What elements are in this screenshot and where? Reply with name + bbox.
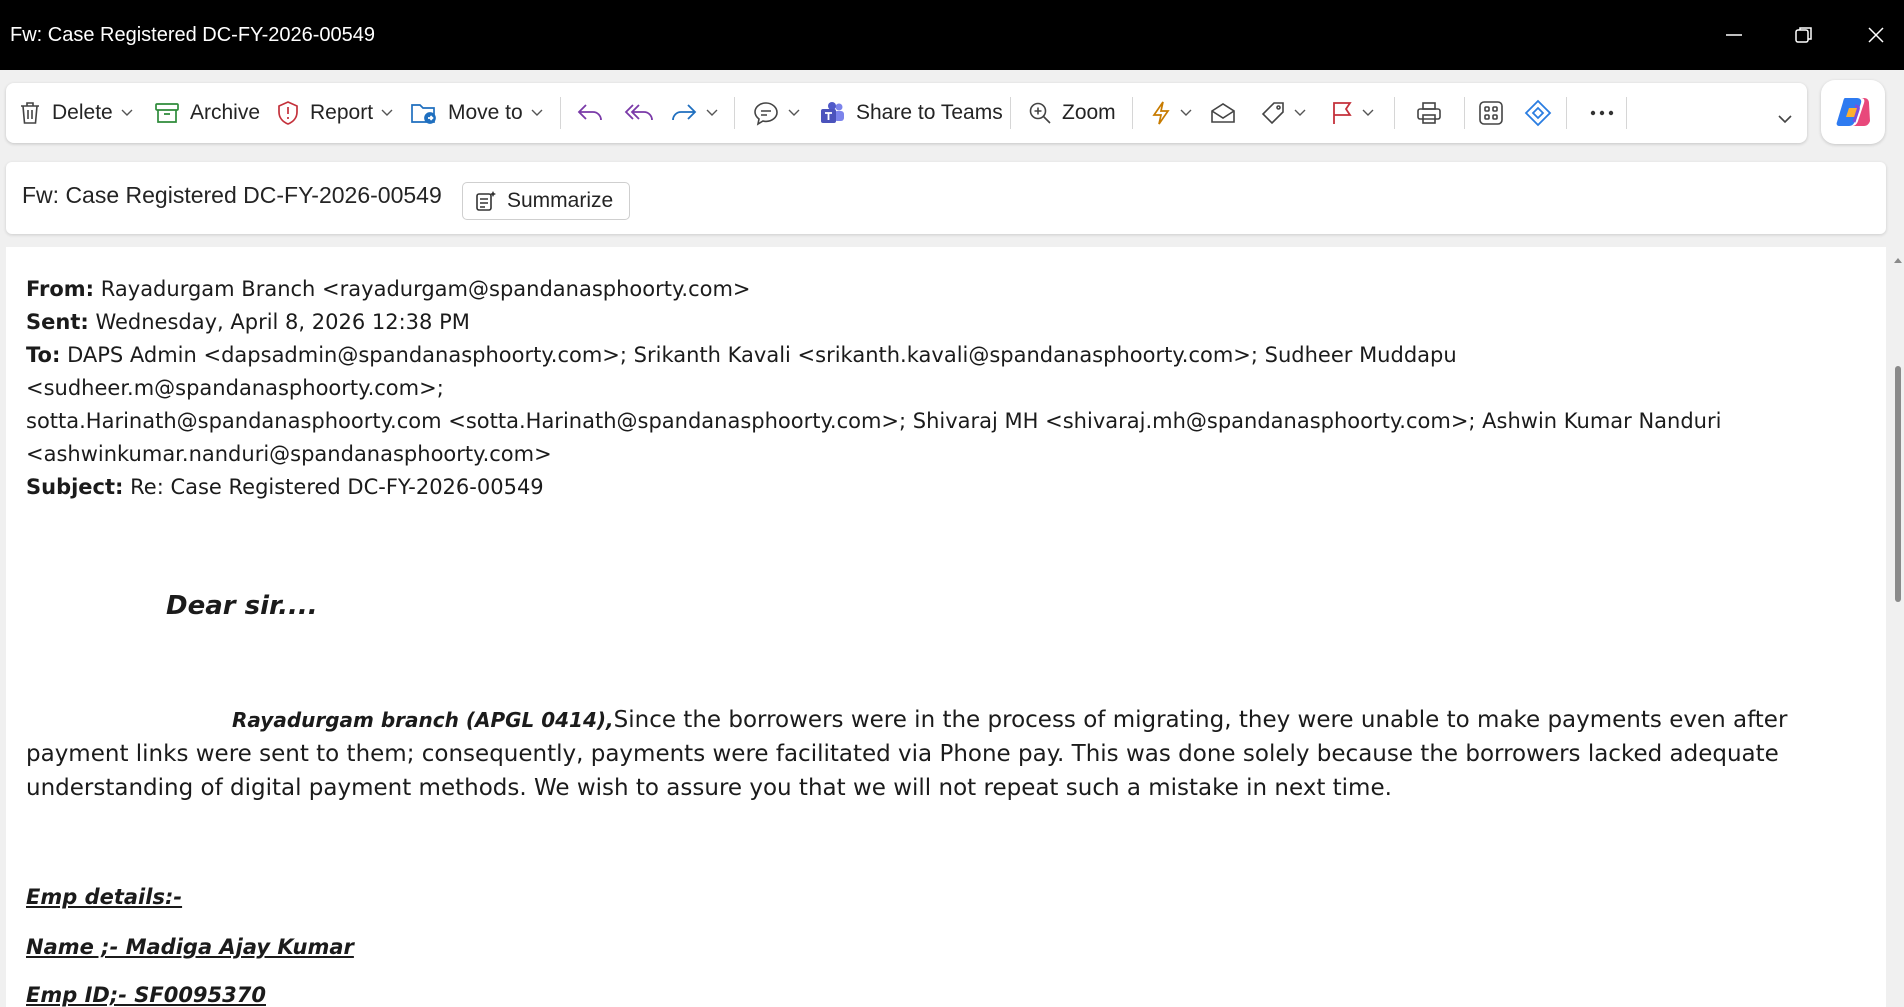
chevron-down-icon bbox=[788, 109, 800, 117]
forwarded-header bbox=[26, 273, 1766, 504]
folder-move-icon bbox=[410, 100, 438, 126]
flag-icon bbox=[1330, 100, 1354, 126]
subject-value: Re: Case Registered DC-FY-2026-00549 bbox=[130, 475, 544, 499]
scroll-up-arrow-icon[interactable] bbox=[1893, 256, 1903, 264]
summarize-icon bbox=[475, 190, 497, 212]
message-subject-bar bbox=[6, 162, 1886, 234]
toolbar-divider bbox=[734, 97, 735, 129]
title-bar bbox=[0, 0, 1904, 70]
quick-steps-button[interactable] bbox=[1150, 83, 1192, 143]
reply-all-icon bbox=[624, 102, 654, 124]
move-to-button[interactable] bbox=[410, 83, 543, 143]
window-title: Fw: Case Registered DC-FY-2026-00549 bbox=[10, 23, 375, 46]
share-to-teams-button[interactable] bbox=[820, 83, 1003, 143]
to-value-1: DAPS Admin <dapsadmin@spandanasphoorty.com>; Srikanth Kavali <srikanth.kavali@spandanasphoorty.com>; Sudheer Muddapu <sudheer.m@spandanasphoorty.com>; bbox=[26, 343, 1457, 400]
envelope-open-icon bbox=[1210, 101, 1236, 125]
emp-name: Name ;- Madiga Ajay Kumar bbox=[26, 935, 354, 959]
zoom-in-icon bbox=[1028, 101, 1052, 125]
share-to-teams-label: Share to Teams bbox=[856, 101, 1003, 124]
zoom-button[interactable] bbox=[1028, 83, 1116, 143]
from-line bbox=[26, 273, 1766, 306]
zoom-label: Zoom bbox=[1062, 101, 1116, 124]
chevron-down-icon bbox=[1180, 109, 1192, 117]
chevron-down-icon bbox=[121, 109, 133, 117]
viva-insights-button[interactable] bbox=[1524, 83, 1552, 143]
minimize-icon bbox=[1724, 25, 1744, 45]
summarize-button[interactable] bbox=[462, 182, 630, 220]
body-paragraph-text: Since the borrowers were in the process of migrating, they were unable to make payments even after payment links were sent to them; consequently, payments were facilitated via Phone pay. This was done solely because the borrowers lacked adequate understanding of digital payment methods. We wish to assure you that we will not repeat such a mistake in next time. bbox=[26, 707, 1788, 801]
report-button[interactable] bbox=[276, 83, 393, 143]
chevron-down-icon bbox=[1778, 115, 1792, 124]
close-icon bbox=[1866, 25, 1886, 45]
delete-label: Delete bbox=[52, 101, 113, 124]
emp-details-heading: Emp details:- bbox=[26, 885, 183, 909]
apps-button[interactable] bbox=[1478, 83, 1504, 143]
shield-alert-icon bbox=[276, 100, 300, 126]
more-icon bbox=[1590, 110, 1614, 116]
greeting: Dear sir.... bbox=[166, 591, 318, 621]
chevron-down-icon bbox=[706, 109, 718, 117]
branch-lead: Rayadurgam branch (APGL 0414), bbox=[232, 708, 614, 732]
lightning-icon bbox=[1150, 100, 1172, 126]
archive-button[interactable] bbox=[154, 83, 260, 143]
reply-icon bbox=[576, 102, 604, 124]
diamond-icon bbox=[1524, 99, 1552, 127]
message-subject: Fw: Case Registered DC-FY-2026-00549 bbox=[22, 182, 442, 208]
copilot-button[interactable] bbox=[1821, 80, 1885, 144]
toolbar-divider bbox=[1394, 97, 1395, 129]
ribbon-toolbar bbox=[6, 83, 1807, 143]
archive-icon bbox=[154, 101, 180, 125]
chat-button[interactable] bbox=[752, 83, 800, 143]
from-label: From: bbox=[26, 277, 95, 301]
toolbar-divider bbox=[1626, 97, 1627, 129]
forward-button[interactable] bbox=[670, 83, 718, 143]
close-button[interactable] bbox=[1848, 0, 1904, 70]
scrollbar-thumb[interactable] bbox=[1895, 366, 1901, 602]
to-line-2: sotta.Harinath@spandanasphoorty.com <sotta.Harinath@spandanasphoorty.com>; Shivaraj MH <shivaraj.mh@spandanasphoorty.com>; Ashwin Kumar Nanduri bbox=[26, 409, 1722, 433]
reply-all-button[interactable] bbox=[624, 83, 654, 143]
expand-ribbon-button[interactable] bbox=[1778, 89, 1792, 149]
toolbar-divider bbox=[1566, 97, 1567, 129]
from-value: Rayadurgam Branch <rayadurgam@spandanasphoorty.com> bbox=[100, 277, 751, 301]
message-body bbox=[6, 247, 1886, 1007]
to-line-3: <ashwinkumar.nanduri@spandanasphoorty.com> bbox=[26, 442, 552, 466]
toolbar-divider bbox=[1010, 97, 1011, 129]
chevron-down-icon bbox=[531, 109, 543, 117]
flag-button[interactable] bbox=[1330, 83, 1374, 143]
apps-grid-icon bbox=[1478, 100, 1504, 126]
tag-icon bbox=[1260, 100, 1286, 126]
to-label: To: bbox=[26, 343, 61, 367]
print-button[interactable] bbox=[1416, 83, 1442, 143]
reply-button[interactable] bbox=[576, 83, 604, 143]
categorize-button[interactable] bbox=[1260, 83, 1306, 143]
forward-icon bbox=[670, 102, 698, 124]
delete-button[interactable] bbox=[18, 83, 133, 143]
subject-label: Subject: bbox=[26, 475, 124, 499]
subject-line bbox=[26, 471, 1766, 504]
chevron-down-icon bbox=[381, 109, 393, 117]
sent-label: Sent: bbox=[26, 310, 89, 334]
printer-icon bbox=[1416, 101, 1442, 125]
restore-button[interactable] bbox=[1776, 0, 1832, 70]
to-line bbox=[26, 339, 1766, 405]
toolbar-divider bbox=[1132, 97, 1133, 129]
emp-id: Emp ID;- SF0095370 bbox=[26, 983, 266, 1007]
toolbar-divider bbox=[560, 97, 561, 129]
toolbar-divider bbox=[1464, 97, 1465, 129]
move-to-label: Move to bbox=[448, 101, 523, 124]
copilot-icon bbox=[1835, 94, 1871, 130]
sent-line bbox=[26, 306, 1766, 339]
restore-icon bbox=[1794, 25, 1814, 45]
sent-value: Wednesday, April 8, 2026 12:38 PM bbox=[95, 310, 470, 334]
chevron-down-icon bbox=[1294, 109, 1306, 117]
more-options-button[interactable] bbox=[1590, 83, 1614, 143]
teams-icon bbox=[820, 100, 846, 126]
summarize-label: Summarize bbox=[507, 189, 614, 212]
minimize-button[interactable] bbox=[1706, 0, 1762, 70]
chevron-down-icon bbox=[1362, 109, 1374, 117]
chat-icon bbox=[752, 100, 780, 126]
trash-icon bbox=[18, 100, 42, 126]
body-paragraph bbox=[26, 703, 1826, 805]
archive-label: Archive bbox=[190, 101, 261, 124]
report-label: Report bbox=[310, 101, 374, 124]
mark-read-button[interactable] bbox=[1210, 83, 1236, 143]
